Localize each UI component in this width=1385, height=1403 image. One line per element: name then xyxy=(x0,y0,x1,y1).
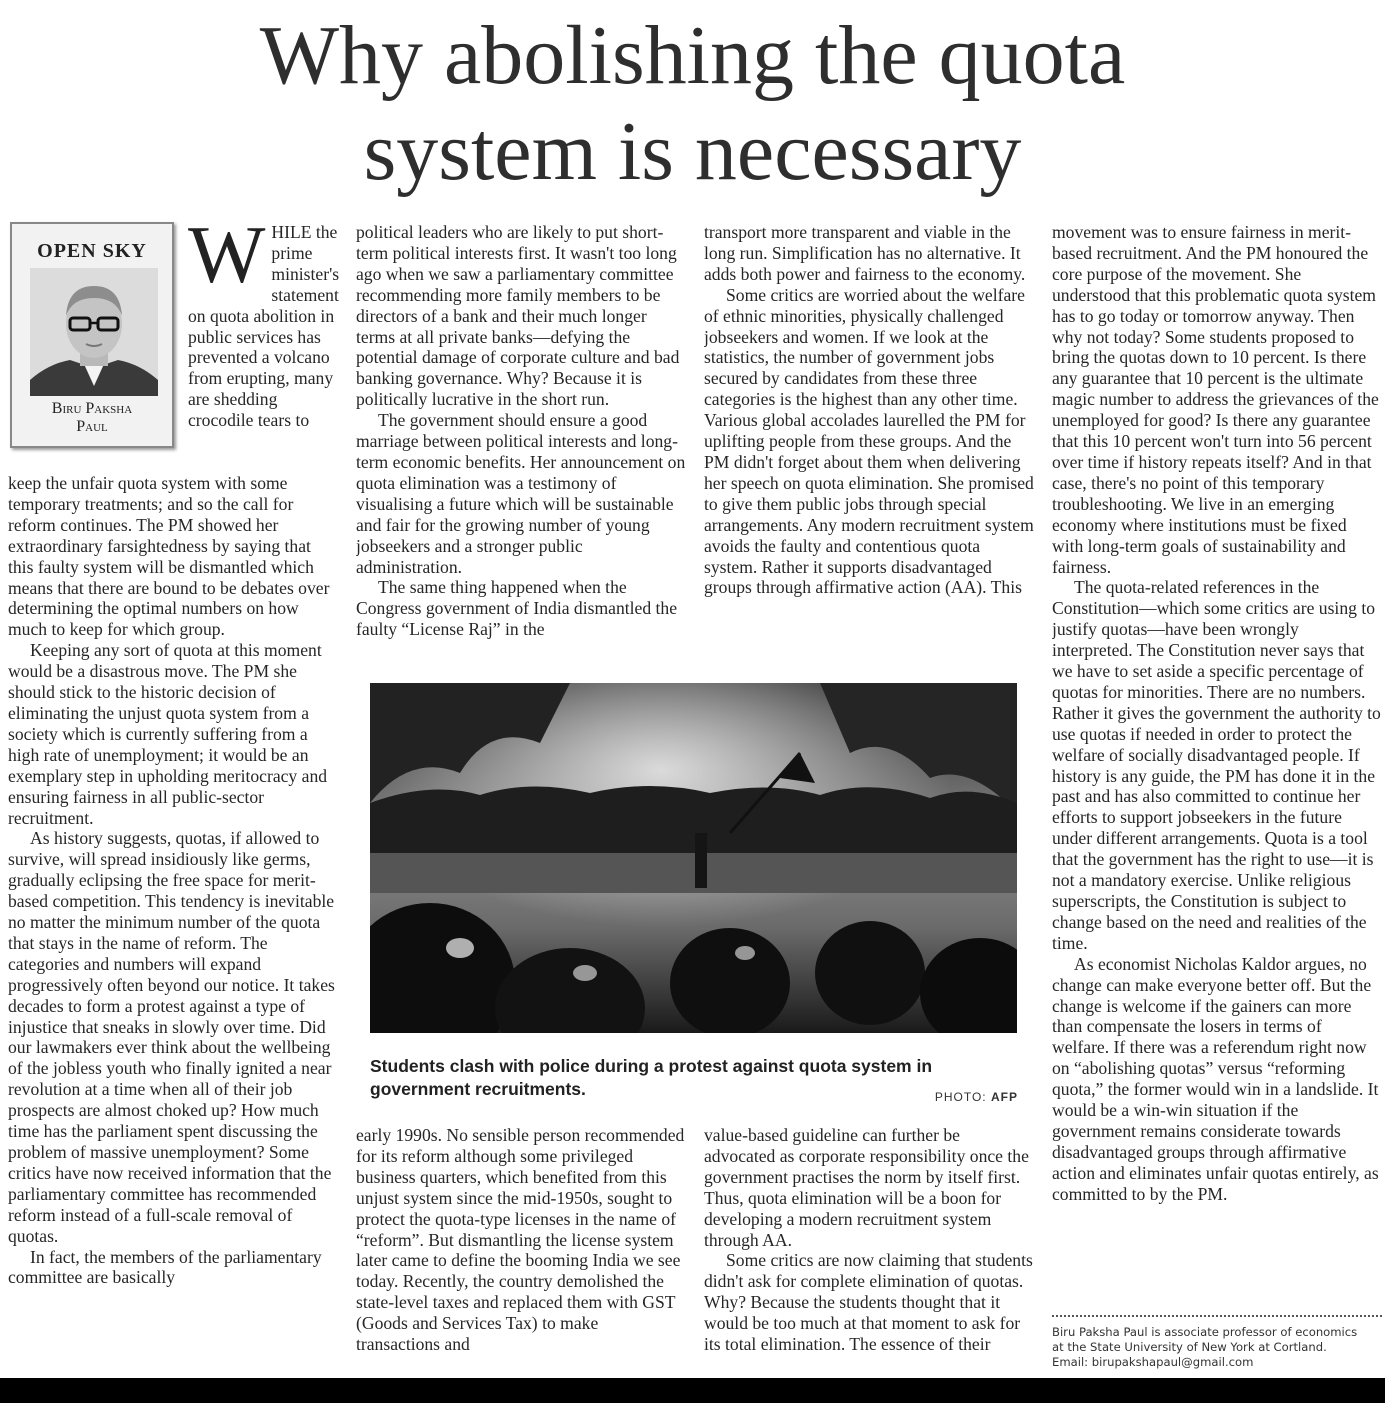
author-bio xyxy=(1052,1325,1382,1370)
article-column-1 xyxy=(8,473,340,1378)
article-column-1-top xyxy=(188,222,340,472)
author-bio-line: at the State University of New York at Cortland. xyxy=(1052,1340,1327,1354)
article-paragraph: transport more transparent and viable in the long run. Simplification has no alternative. It adds both power and fairness to the economy. xyxy=(704,222,1026,284)
headline-line-2: system is necessary xyxy=(363,105,1022,198)
article-column-3-lower xyxy=(704,1125,1034,1378)
headline-line-1: Why abolishing the quota xyxy=(259,9,1126,102)
author-name-line-1: Biru Paksha xyxy=(51,400,133,417)
article-paragraph: Some critics are worried about the welfare of ethnic minorities, physically challenged jobseekers and women. If we look at the statistics, the number of government jobs secured by candidates from these three categories is the highest than any other time. Various global accolades laurelled the PM for uplifting people from these groups. And the PM didn't forget about them when delivering her speech on quota elimination. She promised to give them public jobs through special arrangements. Any modern recruitment system avoids the faulty and contentious quota system. Rather it supports disadvantaged groups through affirmative action (AA). This xyxy=(704,284,1034,598)
author-portrait-image xyxy=(30,268,158,396)
author-name xyxy=(12,400,172,436)
article-paragraph: In fact, the members of the parliamentary committee are basically xyxy=(8,1246,322,1288)
article-paragraph: early 1990s. No sensible person recommended for its reform although some privileged business quarters, which benefited from this unjust system since the mid-1950s, sought to protect the quota-type licenses in the name of “reform”. But dismantling the license system later came to define the booming India we see today. Recently, the country demolished the state-level taxes and replaced them with GST (Goods and Services Tax) to make transactions and xyxy=(356,1125,685,1355)
article-paragraph: keep the unfair quota system with some temporary treatments; and so the call for reform continues. The PM showed her extraordinary farsightedness by saying that this faulty system will be dismantled which means that there are bound to be debates over determining the optimal numbers on how much to keep for which group. xyxy=(8,473,330,640)
photo-credit-label: PHOTO: xyxy=(934,1090,987,1104)
article-paragraph: value-based guideline can further be advocated as corporate responsibility once the government practises the norm by itself first. Thus, quota elimination will be a boon for developing a modern recruitment system through AA. xyxy=(704,1125,1029,1250)
bio-divider xyxy=(1052,1315,1382,1317)
article-paragraph: The same thing happened when the Congress government of India dismantled the faulty “License Raj” in the xyxy=(356,577,678,640)
article-paragraph: As history suggests, quotas, if allowed to survive, will spread insidiously like germs, gradually eclipsing the free space for merit-based competition. This tendency is inevitable no matter the minimum number of the quota that stays in the name of reform. The categories and numbers will expand progressively often beyond our notice. It takes decades to form a protest against a type of injustice that sneaks in slowly over time. Did our lawmakers ever think about the wellbeing of the jobless youth who finally ignited a near revolution at a time when all of their job prospects are almost choked up? How much time has the parliament spent discussing the problem of massive unemployment? Some critics have now received information that the parliamentary committee has recommended reform instead of a full-scale removal of quotas. xyxy=(8,828,335,1246)
article-paragraph: Keeping any sort of quota at this moment would be a disastrous move. The PM she should stick to the historic decision of eliminating the unjust quota system from a society which is currently suffering from a high rate of unemployment; it would be an exemplary step in upholding meritocracy and ensuring fairness in all public-sector recruitment. xyxy=(8,640,328,828)
article-column-4 xyxy=(1052,222,1382,1312)
author-bio-email: Email: birupakshapaul@gmail.com xyxy=(1052,1355,1254,1369)
drop-cap: W xyxy=(188,222,266,300)
article-paragraph: The government should ensure a good marriage between political interests and long-term economic benefits. Her announcement on quota elimination was a testimony of visualising a future which will be sustainable and fair for the growing number of young jobseekers and a stronger public administration. xyxy=(356,410,686,577)
author-portrait xyxy=(30,268,158,396)
article-paragraph: movement was to ensure fairness in merit-based recruitment. And the PM honoured the core purpose of the movement. She understood that this problematic quota system has to go today or tomorrow anyway. Then why not today? Some students proposed to bring the quotas down to 10 percent. Is there any guarantee that 10 percent is the ultimate magic number to address the grievances of the unemployed for good? Is there any guarantee that this 10 percent won't turn into 56 percent over time if history repeats itself? And in that case, there's no point of this temporary troubleshooting. We live in an emerging economy where institutions must be fixed with long-term goals of sustainability and fairness. xyxy=(1052,222,1379,577)
photo-caption: Students clash with police during a protest against quota system in government recruitments. xyxy=(370,1056,933,1099)
author-bio-line: Biru Paksha Paul is associate professor of economics xyxy=(1052,1325,1358,1339)
protest-photo-image xyxy=(370,683,1017,1033)
article-paragraph: The quota-related references in the Constitution—which some critics are using to justify quotas—have been wrongly interpreted. The Constitution never says that we have to set aside a specific percentage of quotas for minorities. There are no numbers. Rather it gives the government the authority to use quotas if needed in order to protect the welfare of socially disadvantaged people. If history is any guide, the PM has done it in the past and has also committed to continue her efforts to support jobseekers in the future under different arrangements. Quota is a tool that the government has the right to use—it is not a mandatory exercise. Unlike religious superscripts, the Constitution is subject to change based on the need and realities of the time. xyxy=(1052,577,1381,953)
page-bottom-bar xyxy=(0,1378,1385,1403)
article-paragraph: Some critics are now claiming that students didn't ask for complete elimination of quotas. Why? Because the students thought that it would be too much at that moment to ask for its total elimination. The essence of their xyxy=(704,1250,1033,1355)
article-paragraph: HILE the prime minister's statement on quota abolition in public services has prevented a volcano from erupting, many are shedding crocodile tears to xyxy=(188,222,340,431)
article-paragraph: As economist Nicholas Kaldor argues, no change can make everyone better off. But the change is welcome if the gainers can more than compensate the losers in terms of welfare. If there was a referendum right now on “abolishing quotas” versus “reforming quota,” the former would win in a landslide. It would be a win-win situation if the government remains considerate towards disadvantaged groups through affirmative action and eliminates unfair quotas entirely, as committed to by the PM. xyxy=(1052,953,1379,1204)
article-paragraph: political leaders who are likely to put short-term political interests first. It wasn't too long ago when we saw a parliamentary committee recommending more family members to be directors of a bank and their much longer terms at all private banks—defying the potential damage of corporate culture and bad banking governance. Why? Because it is politically lucrative in the short run. xyxy=(356,222,680,410)
article-column-2 xyxy=(356,222,686,667)
article-column-3 xyxy=(704,222,1034,667)
photo-credit xyxy=(900,1090,1018,1104)
article-column-2-lower xyxy=(356,1125,686,1378)
author-name-line-2: Paul xyxy=(76,418,108,435)
columnist-box xyxy=(10,222,174,448)
photo-credit-source: AFP xyxy=(991,1090,1018,1104)
headline xyxy=(0,8,1385,200)
news-photo xyxy=(370,683,1017,1033)
column-section-title: OPEN SKY xyxy=(37,240,147,262)
